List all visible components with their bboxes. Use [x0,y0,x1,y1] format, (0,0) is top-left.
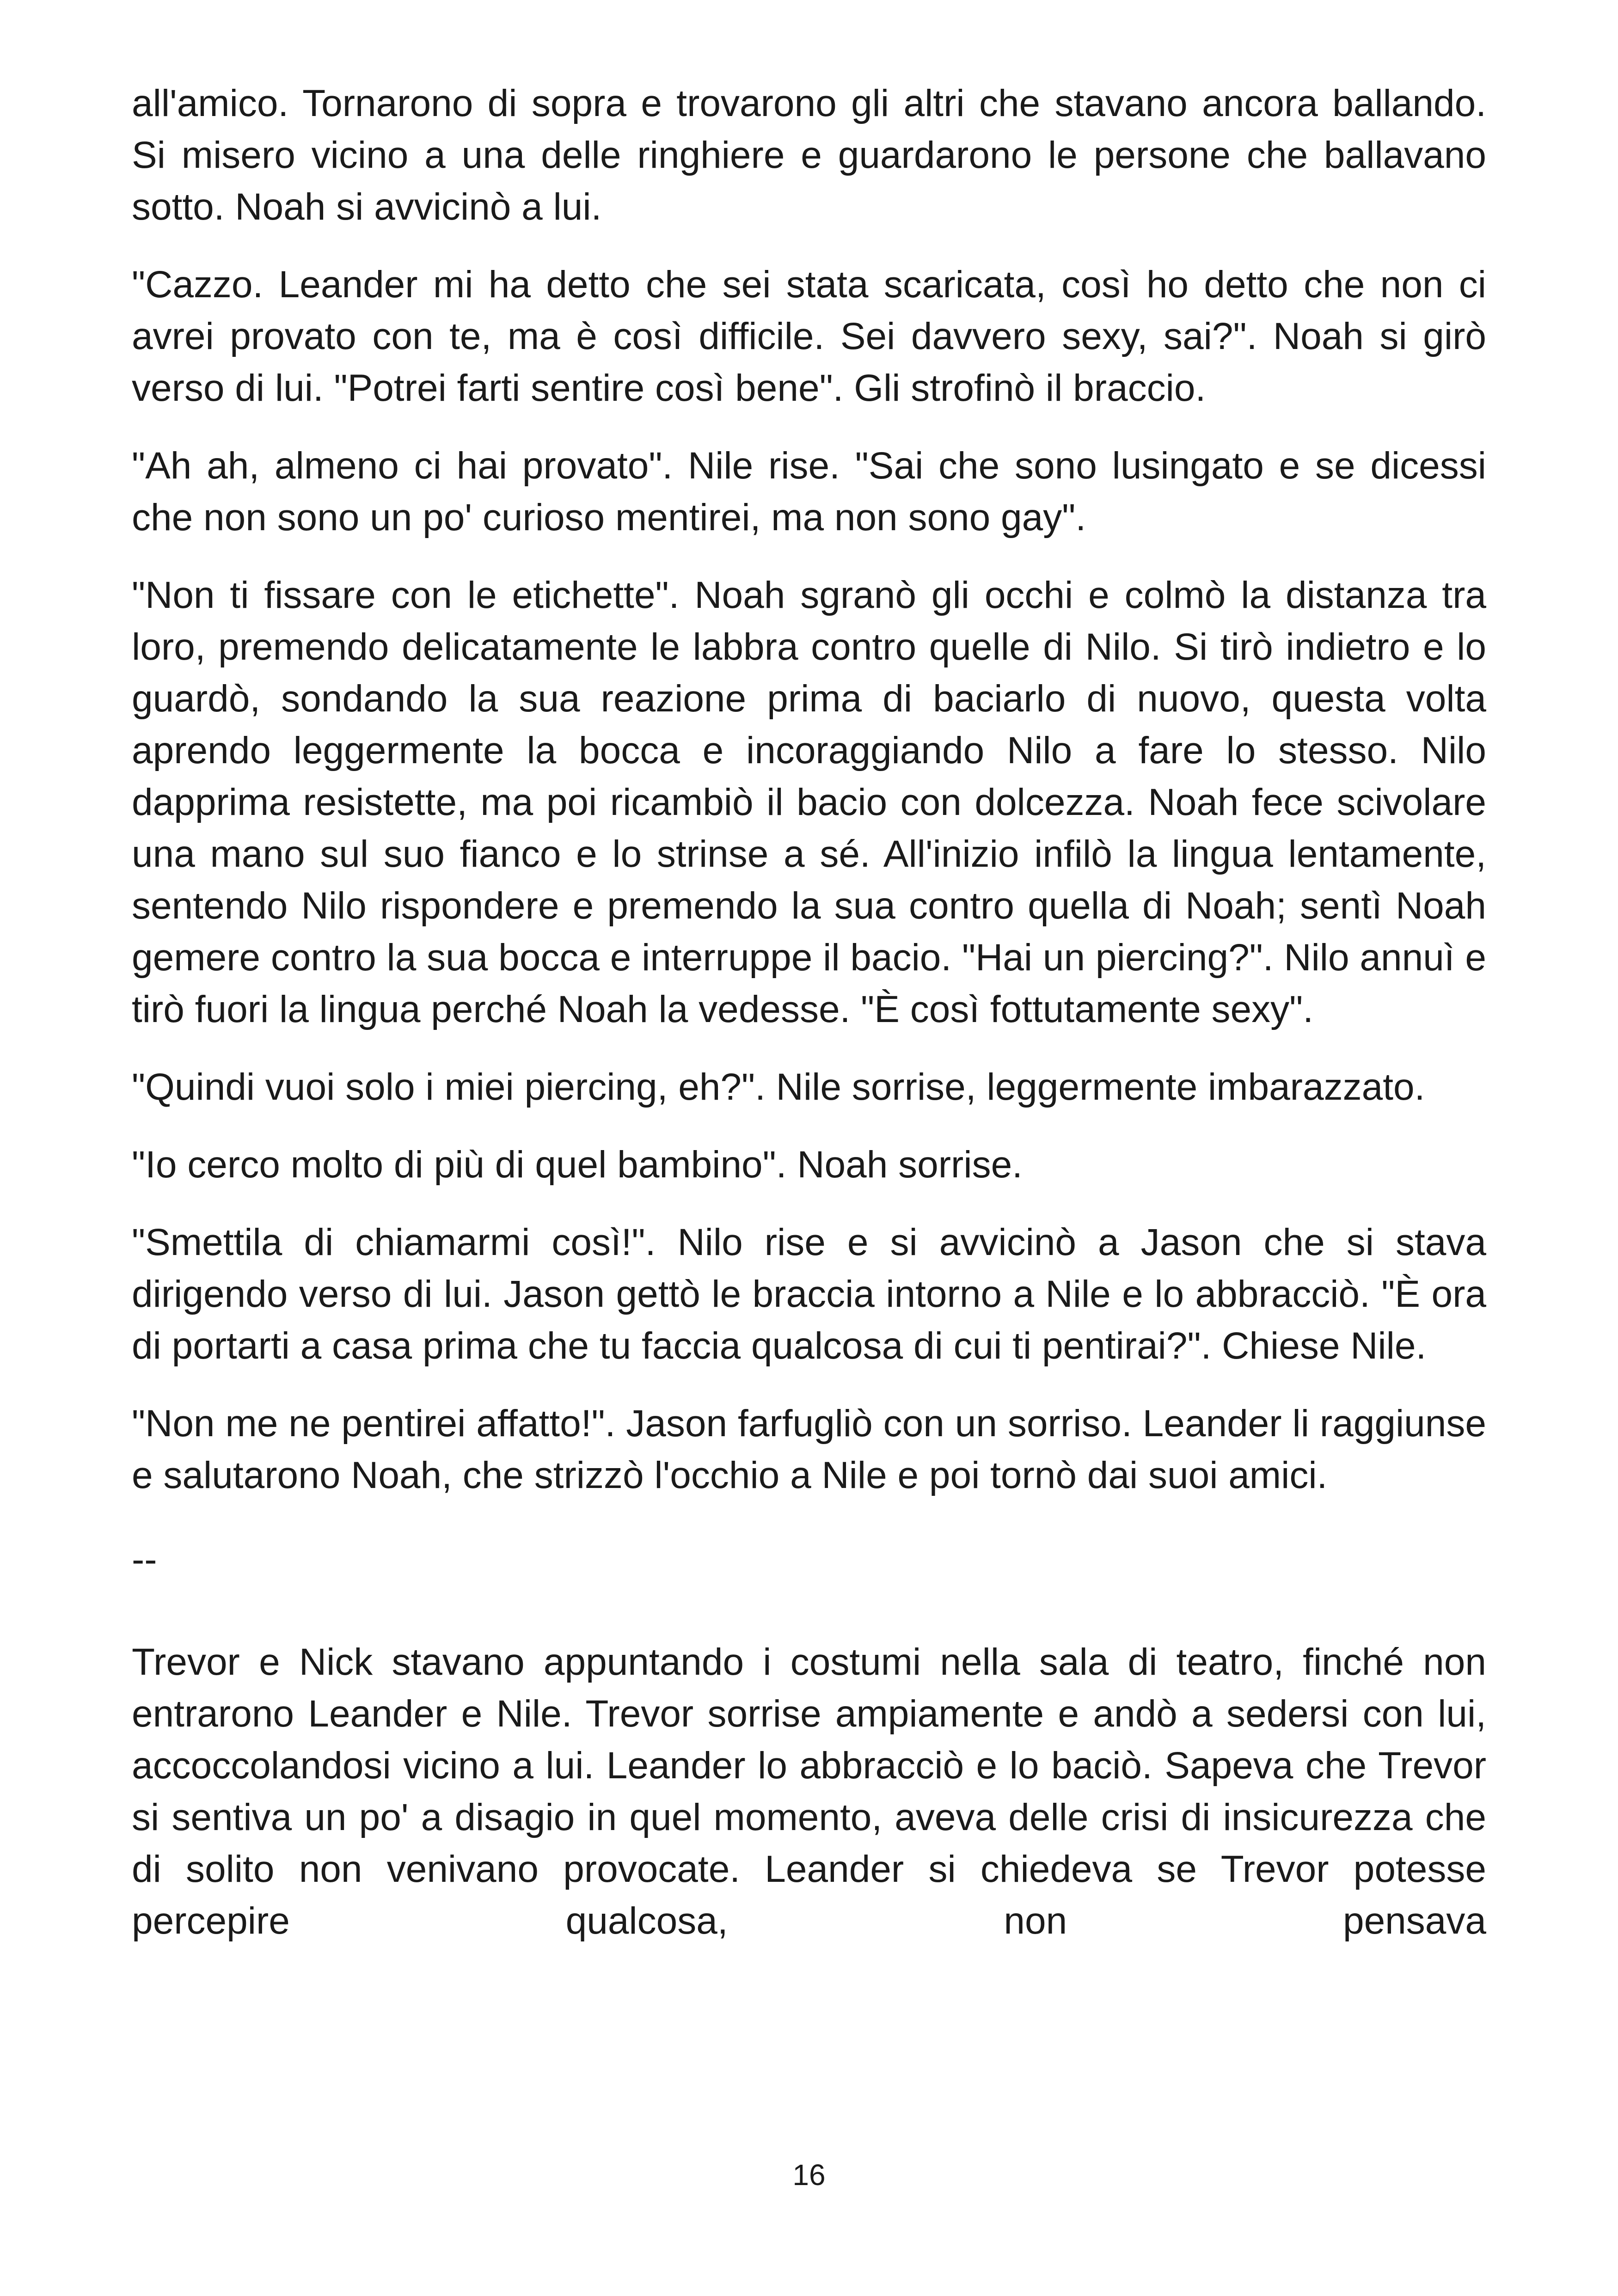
scene-separator: -- [132,1538,157,1580]
paragraph-5: "Quindi vuoi solo i miei piercing, eh?". Nile sorrise, leggermente imbarazzato. [132,1066,1425,1108]
paragraph-9: Trevor e Nick stavano appuntando i costumi nella sala di teatro, finché non entrarono Leander e Nile. Trevor sorrise ampiamente e andò a sedersi con lui, accoccolandosi vicino a lui. Leander lo abbracciò e lo baciò. Sapeva che Trevor si sentiva un po' a disagio in quel momento, aveva delle crisi di insicurezza che di solito non venivano provocate. Leander si chiedeva se Trevor potesse percepire qualcosa, non pensava [132,1641,1486,1942]
paragraph-8: "Non me ne pentirei affatto!". Jason farfugliò con un sorriso. Leander li raggiunse e salutarono Noah, che strizzò l'occhio a Nile e poi tornò dai suoi amici. [132,1402,1486,1496]
paragraph-1: all'amico. Tornarono di sopra e trovarono gli altri che stavano ancora ballando. Si misero vicino a una delle ringhiere e guardarono le persone che ballavano sotto. Noah si avvicinò a lui. [132,82,1486,228]
page-body [132,78,1486,1973]
paragraph-3: "Ah ah, almeno ci hai provato". Nile rise. "Sai che sono lusingato e se dicessi che non sono un po' curioso mentirei, ma non sono gay". [132,445,1486,539]
paragraph-7: "Smettila di chiamarmi così!". Nilo rise e si avvicinò a Jason che si stava dirigendo verso di lui. Jason gettò le braccia intorno a Nile e lo abbracciò. "È ora di portarti a casa prima che tu faccia qualcosa di cui ti pentirai?". Chiese Nile. [132,1221,1486,1367]
paragraph-2: "Cazzo. Leander mi ha detto che sei stata scaricata, così ho detto che non ci avrei provato con te, ma è così difficile. Sei davvero sexy, sai?". Noah si girò verso di lui. "Potrei farti sentire così bene". Gli strofinò il braccio. [132,263,1486,409]
paragraph-6: "Io cerco molto di più di quel bambino". Noah sorrise. [132,1144,1023,1186]
page-number: 16 [792,2158,826,2192]
paragraph-4: "Non ti fissare con le etichette". Noah sgranò gli occhi e colmò la distanza tra loro, premendo delicatamente le labbra contro quelle di Nilo. Si tirò indietro e lo guardò, sondando la sua reazione prima di baciarlo di nuovo, questa volta aprendo leggermente la bocca e incoraggiando Nilo a fare lo stesso. Nilo dapprima resistette, ma poi ricambiò il bacio con dolcezza. Noah fece scivolare una mano sul suo fianco e lo strinse a sé. All'inizio infilò la lingua lentamente, sentendo Nilo rispondere e premendo la sua contro quella di Noah; sentì Noah gemere contro la sua bocca e interruppe il bacio. "Hai un piercing?". Nilo annuì e tirò fuori la lingua perché Noah la vedesse. "È così fottutamente sexy". [132,574,1486,1030]
